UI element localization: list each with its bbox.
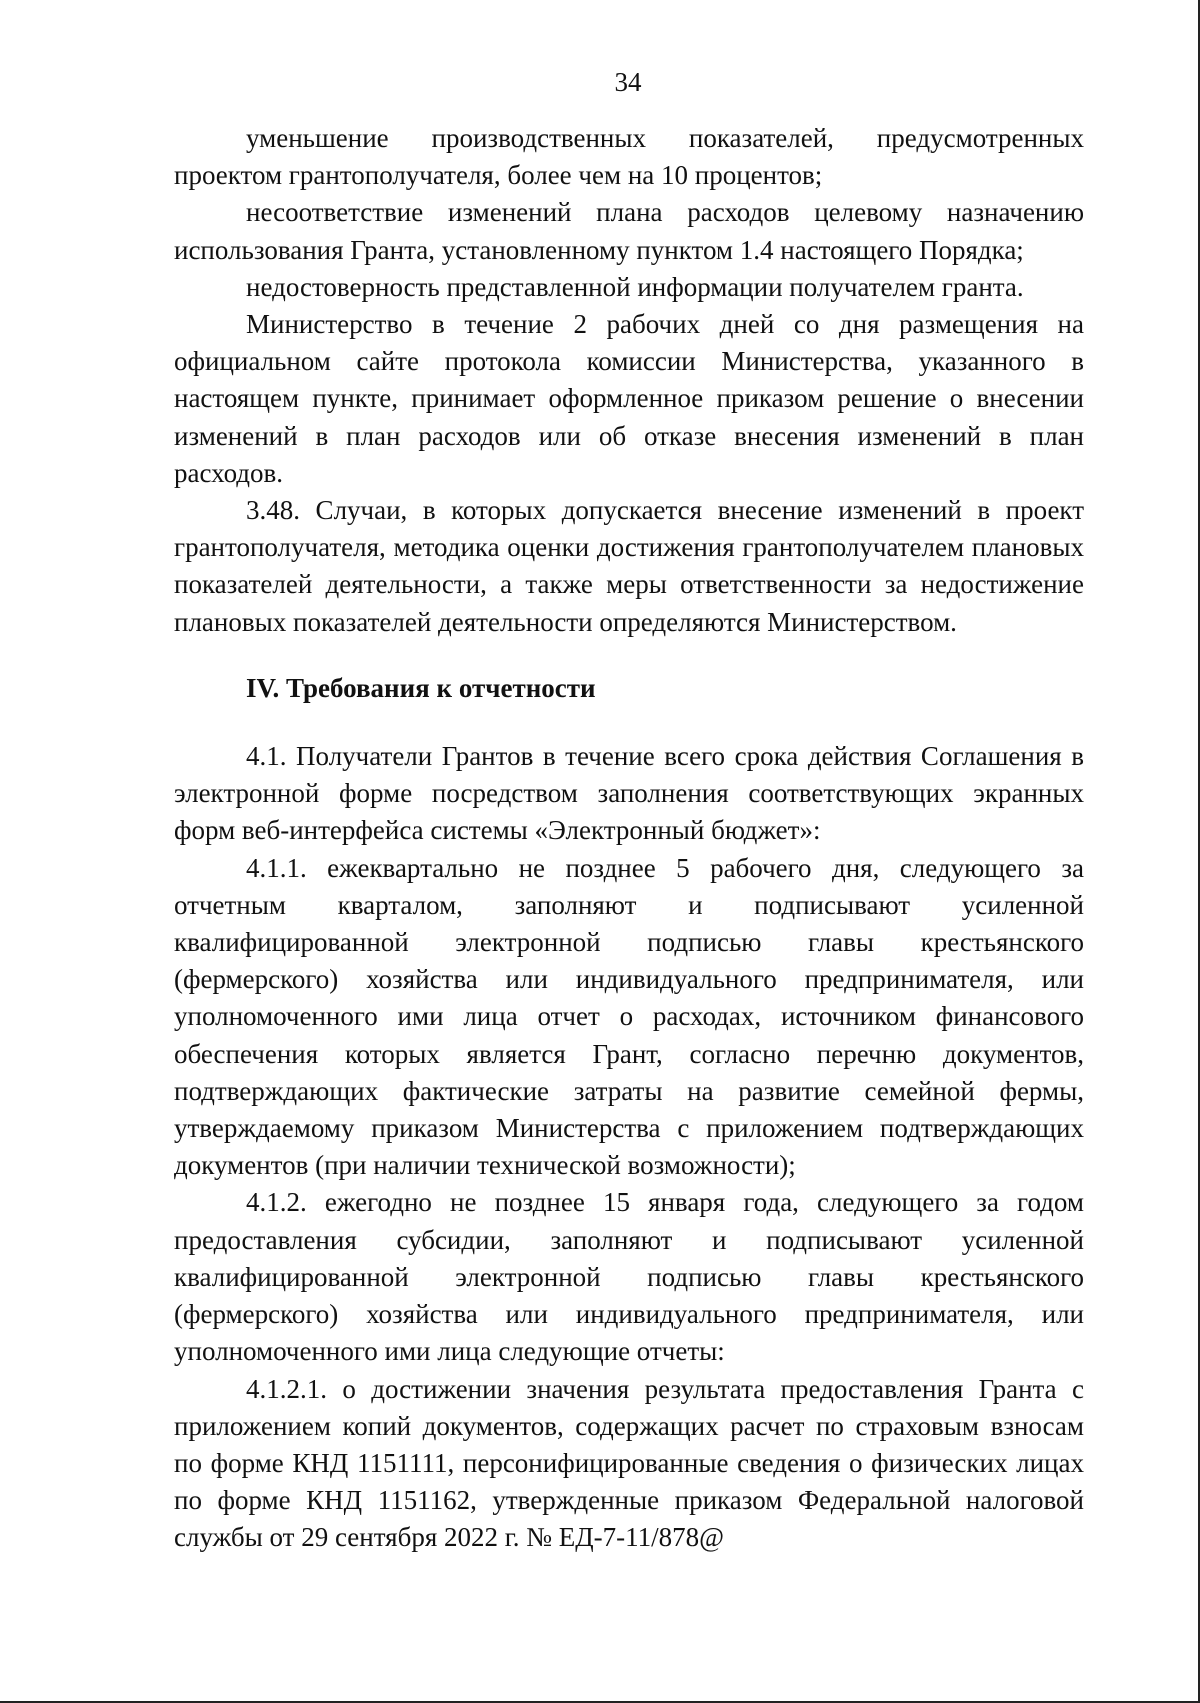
paragraph-ministry-decision: Министерство в течение 2 рабочих дней со дня размещения на официальном сайте протокола комиссии Министерства, указанного в настоящем пункте, принимает оформленное приказом решение о внесении изменений в план расходов или об отказе внесения изменений в план расходов. xyxy=(174,309,1084,488)
paragraph-4-1-1: 4.1.1. ежеквартально не позднее 5 рабочего дня, следующего за отчетным кварталом, заполняют и подписывают усиленной квалифицированной электронной подписью главы крестьянского (фермерского) хозяйства или индивидуального предпринимателя, или уполномоченного ими лица отчет о расходах, источником финансового обеспечения которых является Грант, согласно перечню документов, подтверждающих фактические затраты на развитие семейной фермы, утверждаемому приказом Министерства с приложением подтверждающих документов (при наличии технической возможности); xyxy=(174,852,1084,1181)
paragraph-unreliable-info: недостоверность представленной информации получателем гранта. xyxy=(246,271,1024,302)
section-heading: IV. Требования к отчетности xyxy=(246,672,596,703)
paragraph-4-1-2-1: 4.1.2.1. о достижении значения результата предоставления Гранта с приложением копий документов, содержащих расчет по страховым взносам по форме КНД 1151111, персонифицированные сведения о физических лицах по форме КНД 1151162, утвержденные приказом Федеральной налоговой службы от 29 сентября 2022 г. № ЕД-7-11/878@ xyxy=(174,1373,1084,1553)
paragraph-4-1: 4.1. Получатели Грантов в течение всего срока действия Соглашения в электронной форме посредством заполнения соответствующих экранных форм веб-интерфейса системы «Электронный бюджет»: xyxy=(174,741,1084,846)
paragraph-reduction-indicators: уменьшение производственных показателей, предусмотренных проектом грантополучателя, более чем на 10 процентов; xyxy=(174,123,1084,191)
paragraph-4-1-2: 4.1.2. ежегодно не позднее 15 января года, следующего за годом предоставления субсидии, заполняют и подписывают усиленной квалифицированной электронной подписью главы крестьянского (фермерского) хозяйства или индивидуального предпринимателя, или уполномоченного ими лица следующие отчеты: xyxy=(174,1187,1084,1367)
paragraph-plan-mismatch: несоответствие изменений плана расходов целевому назначению использования Гранта, установленному пунктом 1.4 настоящего Порядка; xyxy=(174,197,1084,265)
document-body xyxy=(174,120,1084,1557)
spacer xyxy=(174,707,1084,738)
spacer xyxy=(174,641,1084,670)
paragraph-3-48: 3.48. Случаи, в которых допускается внесение изменений в проект грантополучателя, методика оценки достижения грантополучателем плановых показателей деятельности, а также меры ответственности за недостижение плановых показателей деятельности определяются Министерством. xyxy=(174,495,1084,637)
page-number: 34 xyxy=(614,67,642,97)
